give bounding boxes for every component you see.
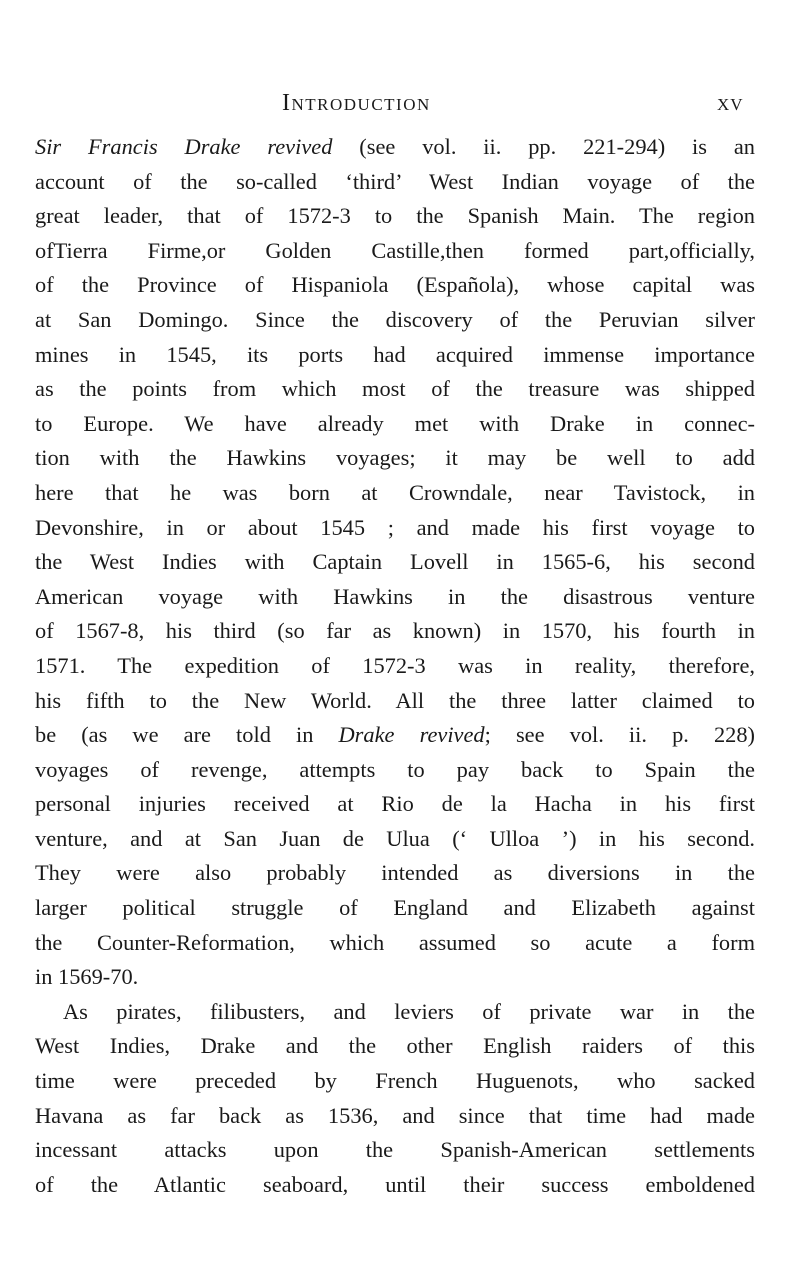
paragraph <box>35 130 755 995</box>
text-run: here that he was born at Crowndale, near Tavistock, in <box>35 479 755 505</box>
text-run: personal injuries received at Rio de la Hacha in his first <box>35 791 755 817</box>
text-run: tion with the Hawkins voyages; it may be well to add <box>35 445 755 471</box>
running-title: Introduction <box>282 90 431 116</box>
text-line <box>35 822 755 857</box>
paragraph <box>35 995 755 1203</box>
text-line <box>35 995 755 1030</box>
text-run: time were preceded by French Huguenots, who sacked <box>35 1068 755 1094</box>
text-line <box>35 649 755 684</box>
text-run: in 1569-70. <box>35 964 139 990</box>
text-line <box>35 407 755 442</box>
text-run: of the Province of Hispaniola (Española), whose capital was <box>35 272 755 298</box>
text-run: Devonshire, in or about 1545 ; and made his first voyage to <box>35 514 755 540</box>
text-line <box>35 1133 755 1168</box>
text-line <box>35 165 755 200</box>
text-line <box>35 338 755 373</box>
text-line <box>35 372 755 407</box>
text-run: the Counter-Reformation, which assumed so acute a form <box>35 929 755 955</box>
text-run: mines in 1545, its ports had acquired immense importance <box>35 341 755 367</box>
text-run: As pirates, filibusters, and leviers of private war in the <box>63 998 755 1024</box>
text-line <box>35 960 755 995</box>
text-run: American voyage with Hawkins in the disastrous venture <box>35 583 755 609</box>
text-run: be (as we are told in <box>35 722 339 748</box>
text-line <box>35 545 755 580</box>
text-line <box>35 684 755 719</box>
text-line <box>35 303 755 338</box>
text-run: ; see vol. ii. p. 228) <box>484 722 755 748</box>
text-line <box>35 1029 755 1064</box>
text-run: West Indies, Drake and the other English raiders of this <box>35 1033 755 1059</box>
running-head <box>0 90 801 122</box>
text-line <box>35 891 755 926</box>
text-run: his fifth to the New World. All the three latter claimed to <box>35 687 755 713</box>
text-run: account of the so-called ‘third’ West Indian voyage of the <box>35 168 755 194</box>
text-line <box>35 856 755 891</box>
text-run: incessant attacks upon the Spanish-American settlements <box>35 1137 755 1163</box>
text-run: (see vol. ii. pp. 221-294) is an <box>332 134 755 159</box>
text-run: great leader, that of 1572-3 to the Spanish Main. The region <box>35 203 755 229</box>
text-line <box>35 718 755 753</box>
text-line <box>35 441 755 476</box>
text-line <box>35 268 755 303</box>
text-run: Havana as far back as 1536, and since that time had made <box>35 1102 755 1128</box>
text-run: at San Domingo. Since the discovery of the Peruvian silver <box>35 306 755 332</box>
text-run: to Europe. We have already met with Drake in connec- <box>35 410 755 436</box>
text-run: of the Atlantic seaboard, until their success emboldened <box>35 1171 755 1197</box>
text-run: larger political struggle of England and Elizabeth against <box>35 895 755 921</box>
text-line <box>35 130 755 165</box>
text-line <box>35 1064 755 1099</box>
text-line <box>35 1168 755 1203</box>
text-run: as the points from which most of the treasure was shipped <box>35 376 755 402</box>
text-run: the West Indies with Captain Lovell in 1565-6, his second <box>35 549 755 575</box>
text-line <box>35 787 755 822</box>
text-line <box>35 926 755 961</box>
text-run: venture, and at San Juan de Ulua (‘ Ulloa ’) in his second. <box>35 825 755 851</box>
body-text <box>35 130 755 1202</box>
italic-title: Sir Francis Drake revived <box>35 134 333 159</box>
italic-title: Drake revived <box>338 722 485 748</box>
page-number: xv <box>717 90 744 116</box>
text-run: voyages of revenge, attempts to pay back to Spain the <box>35 756 755 782</box>
text-line <box>35 1099 755 1134</box>
text-line <box>35 614 755 649</box>
text-run: ofTierra Firme,or Golden Castille,then formed part,officially, <box>35 237 755 263</box>
text-line <box>35 580 755 615</box>
text-run: 1571. The expedition of 1572-3 was in reality, therefore, <box>35 652 755 678</box>
text-line <box>35 511 755 546</box>
text-line <box>35 476 755 511</box>
text-run: They were also probably intended as diversions in the <box>35 860 755 886</box>
text-line <box>35 234 755 269</box>
text-line <box>35 753 755 788</box>
text-line <box>35 199 755 234</box>
text-run: of 1567-8, his third (so far as known) in 1570, his fourth in <box>35 618 755 644</box>
